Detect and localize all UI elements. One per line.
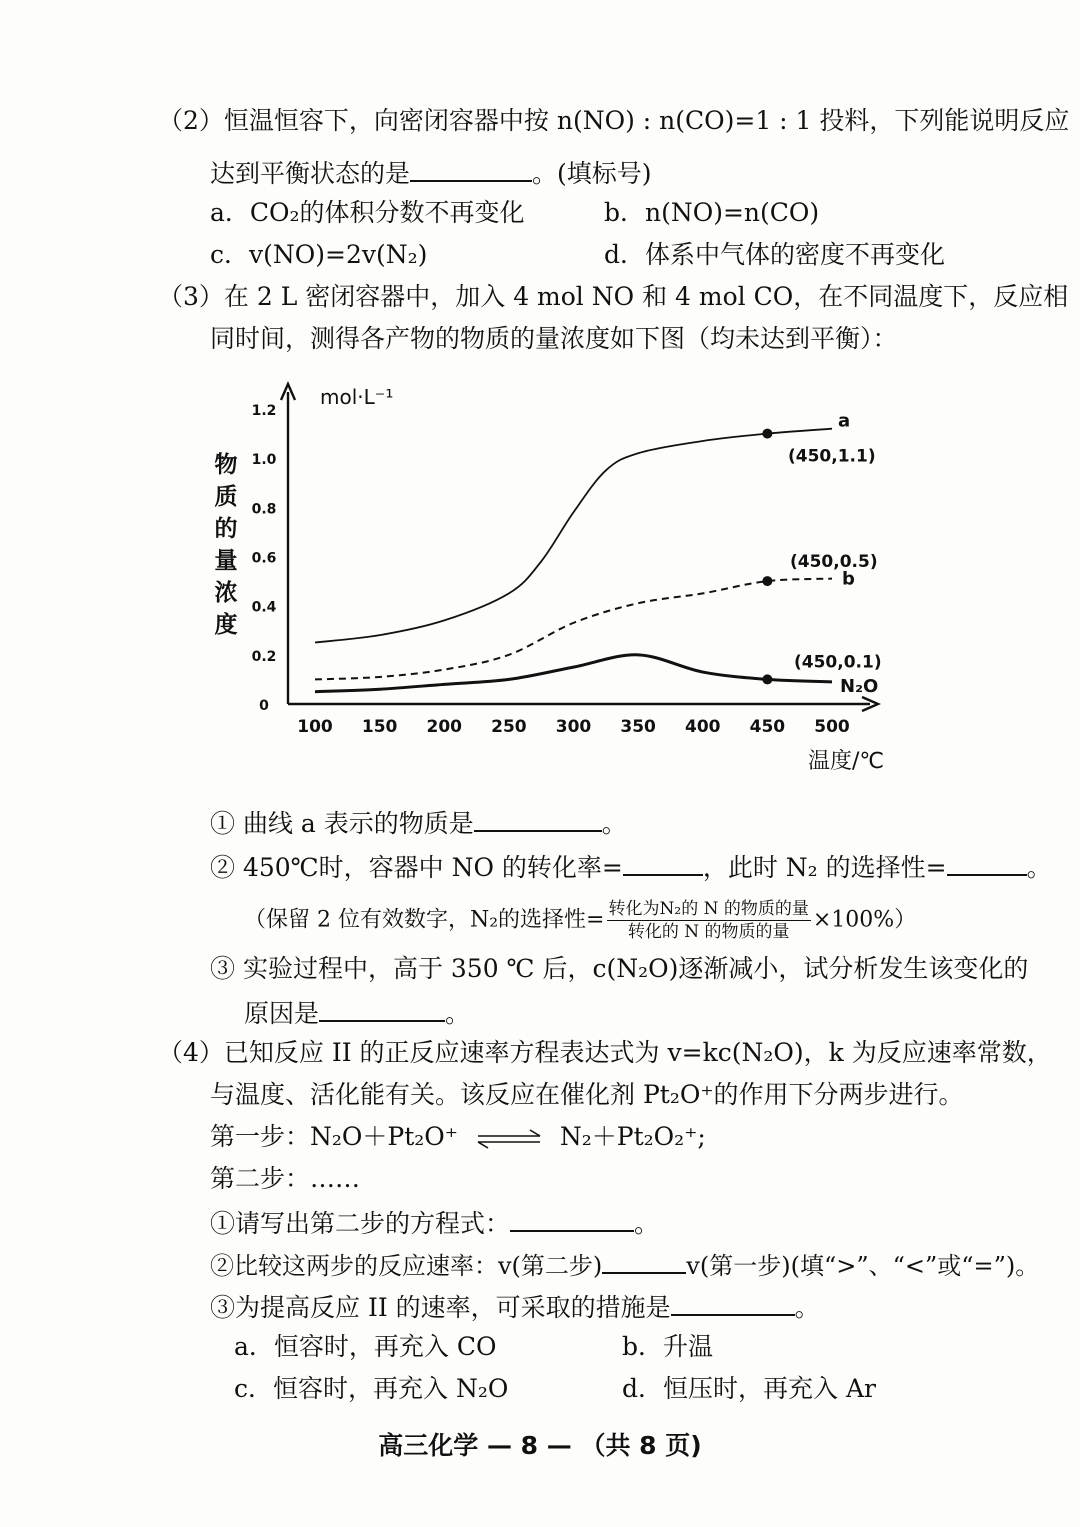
equilibrium-arrow-icon xyxy=(474,1129,544,1149)
q3-note-end: ×100%） xyxy=(812,907,917,933)
q4-sub1-blank[interactable] xyxy=(510,1206,634,1232)
chart-series xyxy=(315,429,832,692)
x-tick-label: 400 xyxy=(685,717,721,737)
series-point-2 xyxy=(762,674,772,684)
q3-sub1-text: ① 曲线 a 表示的物质是 xyxy=(210,809,474,838)
q3-sub3-line1: ③ 实验过程中，高于 350 ℃ 后，c(N₂O)逐渐减小，试分析发生该变化的 xyxy=(210,954,1029,983)
q4-step2: 第二步：…… xyxy=(210,1164,361,1193)
page-footer: 高三化学 — 8 — （共 8 页) xyxy=(378,1431,702,1460)
y-axis-label-char: 质 xyxy=(214,484,238,510)
y-tick-label: 0.4 xyxy=(251,599,277,616)
q2-option-b: b．n(NO)=n(CO) xyxy=(604,198,820,227)
series-name-0: a xyxy=(838,410,851,432)
selectivity-fraction xyxy=(607,898,811,943)
point-label-2: (450,0.1) xyxy=(794,652,882,673)
q4-step1 xyxy=(210,1122,706,1152)
q3-sub1-end: 。 xyxy=(601,809,627,838)
y-tick-label: 1.0 xyxy=(251,452,277,469)
q4-step1-reactants: 第一步：N₂O＋Pt₂O⁺ xyxy=(210,1122,458,1151)
q4-sub1 xyxy=(210,1206,659,1239)
series-line-0 xyxy=(315,429,832,643)
y-tick-label: 0.2 xyxy=(251,648,277,665)
q4-sub2-blank[interactable] xyxy=(602,1248,686,1274)
q3-sub2-end: 。 xyxy=(1026,853,1052,882)
q2-stem-line1: （2）恒温恒容下，向密闭容器中按 n(NO) : n(CO)=1 : 1 投料，下列能说明反应 xyxy=(158,106,1070,135)
q3-stem-line1: （3）在 2 L 密闭容器中，加入 4 mol NO 和 4 mol CO，在不同温度下，反应相 xyxy=(158,282,1069,311)
x-tick-label: 150 xyxy=(361,717,398,737)
q4-sub2 xyxy=(210,1248,1039,1281)
series-point-1 xyxy=(762,576,772,586)
q4-stem-line2: 与温度、活化能有关。该反应在催化剂 Pt₂O⁺的作用下分两步进行。 xyxy=(210,1080,964,1109)
q3-note xyxy=(244,898,916,943)
x-tick-label: 350 xyxy=(620,717,656,737)
chart-axes xyxy=(281,384,878,711)
y-tick-label: 0.6 xyxy=(251,550,277,567)
q3-sub1 xyxy=(210,806,627,839)
q3-sub2-text: ② 450℃时，容器中 NO 的转化率= xyxy=(210,853,623,882)
q4-sub3-text: ③为提高反应 II 的速率，可采取的措施是 xyxy=(210,1293,671,1322)
x-tick-label: 300 xyxy=(555,717,592,737)
q3-sub3-blank[interactable] xyxy=(319,996,445,1022)
q3-note-text: （保留 2 位有效数字，N₂的选择性= xyxy=(244,907,605,933)
x-tick-label: 200 xyxy=(426,717,462,737)
point-label-1: (450,0.5) xyxy=(790,552,878,573)
q3-sub2-blank-conversion[interactable] xyxy=(623,850,703,876)
q3-sub2-blank-selectivity[interactable] xyxy=(947,850,1027,876)
q4-option-c: c．恒容时，再充入 N₂O xyxy=(234,1374,509,1403)
y-axis-label-char: 浓 xyxy=(214,580,238,606)
y-axis-label-char: 度 xyxy=(214,612,238,638)
chart-ticks xyxy=(252,403,850,737)
q4-step1-products: N₂＋Pt₂O₂⁺; xyxy=(559,1122,706,1151)
series-name-2: N₂O xyxy=(840,675,879,697)
y-tick-label: 1.2 xyxy=(251,403,277,419)
x-tick-label: 250 xyxy=(491,717,527,737)
y-tick-label: 0 xyxy=(259,698,269,714)
q3-stem-line2: 同时间，测得各产物的物质的量浓度如下图（均未达到平衡）： xyxy=(210,324,898,353)
fraction-numerator: 转化为N₂的 N 的物质的量 xyxy=(608,899,809,919)
q4-option-a: a．恒容时，再充入 CO xyxy=(234,1332,497,1361)
q3-sub3-line2 xyxy=(244,996,470,1029)
q3-sub1-blank[interactable] xyxy=(474,806,602,832)
q4-sub1-end: 。 xyxy=(634,1209,660,1238)
q3-sub3-text: 原因是 xyxy=(244,999,320,1028)
x-axis-label: 温度/℃ xyxy=(808,749,885,774)
y-axis-label-char: 的 xyxy=(214,516,238,542)
q4-sub3-blank[interactable] xyxy=(671,1290,795,1316)
y-axis-label-char: 物 xyxy=(214,452,238,478)
series-name-1: b xyxy=(842,568,855,590)
q4-sub1-text: ①请写出第二步的方程式： xyxy=(210,1209,511,1238)
q2-option-c: c．v(NO)=2v(N₂) xyxy=(210,240,428,269)
series-point-0 xyxy=(762,429,772,439)
q2-option-a: a．CO₂的体积分数不再变化 xyxy=(210,198,525,227)
q3-sub2-mid: ，此时 N₂ 的选择性= xyxy=(702,853,947,882)
q2-stem-line2-text: 达到平衡状态的是 xyxy=(210,159,411,188)
y-axis-label-char: 量 xyxy=(214,548,238,574)
q4-option-d: d．恒压时，再充入 Ar xyxy=(622,1374,876,1403)
q4-sub3-end: 。 xyxy=(794,1293,820,1322)
q3-sub3-end: 。 xyxy=(445,999,471,1028)
q4-stem-line1: （4）已知反应 II 的正反应速率方程表达式为 v=kc(N₂O)，k 为反应速率常数， xyxy=(158,1038,1052,1067)
fraction-denominator: 转化的 N 的物质的量 xyxy=(627,922,790,942)
x-tick-label: 500 xyxy=(814,717,850,737)
series-line-2 xyxy=(315,655,832,692)
point-label-0: (450,1.1) xyxy=(788,446,876,467)
q4-sub2-end: v(第一步)(填“>”、“<”或“=”)。 xyxy=(686,1252,1040,1280)
q4-option-b: b．升温 xyxy=(622,1332,714,1361)
q4-sub2-text: ②比较这两步的反应速率：v(第二步) xyxy=(210,1252,603,1280)
x-tick-label: 450 xyxy=(749,717,786,737)
x-tick-label: 100 xyxy=(297,717,333,737)
y-tick-label: 0.8 xyxy=(251,501,277,518)
q2-stem-line2-end: 。(填标号) xyxy=(532,159,652,188)
q2-option-d: d．体系中气体的密度不再变化 xyxy=(604,240,946,269)
y-unit-label: mol·L⁻¹ xyxy=(320,385,394,409)
series-line-1 xyxy=(315,579,832,680)
q3-sub2 xyxy=(210,850,1052,883)
q4-sub3 xyxy=(210,1290,820,1323)
